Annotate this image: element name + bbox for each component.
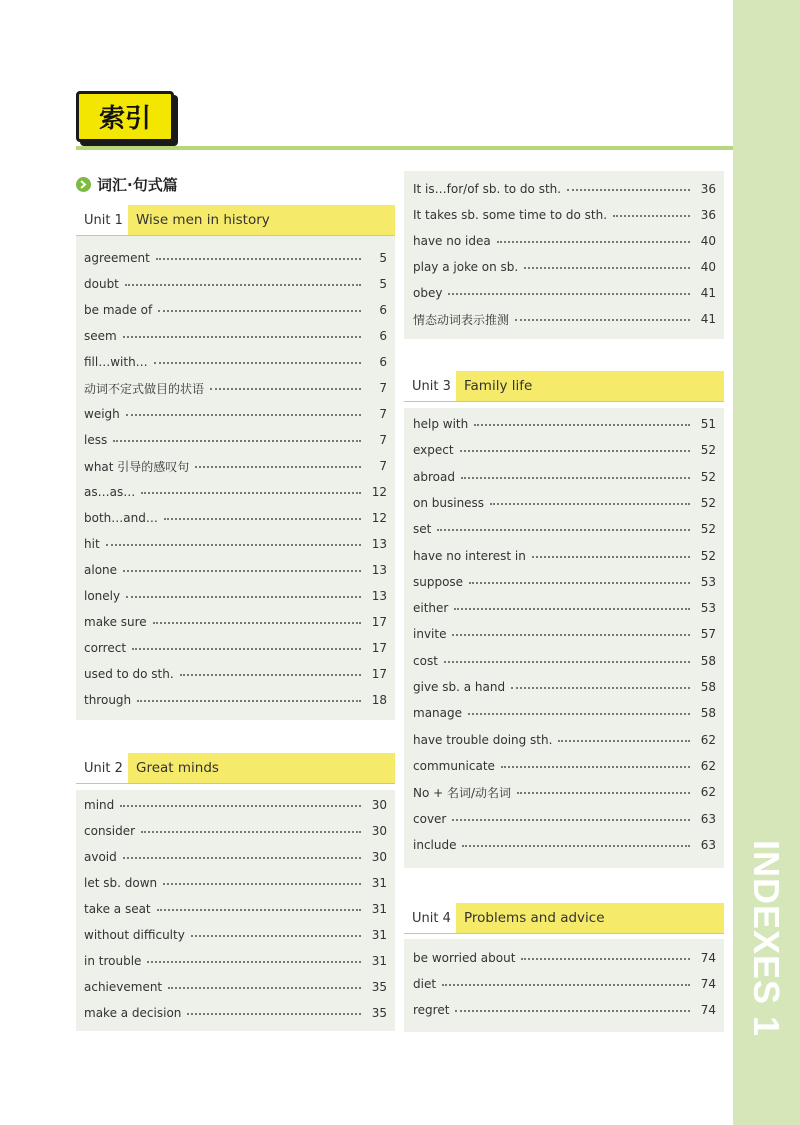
entry-term: cover: [413, 811, 447, 826]
entry-term: achievement: [84, 980, 163, 994]
entry-page-number: 63: [700, 837, 716, 852]
entry-term: invite: [413, 627, 447, 642]
entry-term: on business: [413, 495, 485, 510]
entry-page-number: 41: [700, 286, 716, 300]
unit-header-4: [404, 903, 724, 934]
entry-term: expect: [413, 443, 454, 458]
entry-page-number: 74: [700, 1003, 716, 1017]
entry-term: 动词不定式做目的状语: [84, 381, 205, 396]
entry-page-number: 58: [700, 706, 716, 721]
entry-page-number: 17: [371, 667, 387, 681]
index-entry: [84, 327, 387, 345]
index-entry: [413, 441, 716, 459]
entry-page-number: 40: [700, 234, 716, 248]
dot-leader: [452, 819, 690, 821]
index-entry: [84, 796, 387, 814]
dot-leader: [141, 831, 361, 833]
entry-page-number: 62: [700, 732, 716, 747]
dot-leader: [141, 492, 361, 494]
index-entry: [84, 587, 387, 605]
entry-term: obey: [413, 286, 443, 300]
dot-leader: [558, 740, 690, 742]
index-entry: [413, 731, 716, 749]
dot-leader: [521, 958, 690, 960]
entry-term: abroad: [413, 469, 455, 484]
dot-leader: [511, 687, 690, 689]
entry-page-number: 57: [700, 627, 716, 642]
dot-leader: [524, 267, 690, 269]
index-entry: [413, 678, 716, 696]
entry-page-number: 36: [700, 208, 716, 222]
entry-page-number: 13: [371, 589, 387, 603]
dot-leader: [490, 503, 690, 505]
entry-page-number: 74: [700, 977, 716, 991]
index-entry: [413, 757, 716, 775]
dot-leader: [137, 700, 361, 702]
entry-term: let sb. down: [84, 876, 158, 890]
dot-leader: [532, 556, 690, 558]
entry-term: help with: [413, 417, 469, 431]
entry-page-number: 35: [371, 980, 387, 994]
entry-page-number: 62: [700, 785, 716, 800]
dot-leader: [180, 674, 361, 676]
dot-leader: [195, 466, 361, 468]
index-entry: [413, 284, 716, 302]
entry-term: fill…with…: [84, 355, 148, 369]
dot-leader: [613, 215, 690, 217]
entry-page-number: 7: [379, 381, 387, 395]
index-entry: [413, 599, 716, 617]
entry-page-number: 6: [379, 355, 387, 369]
dot-leader: [474, 424, 690, 426]
entry-term: suppose: [413, 574, 464, 589]
dot-leader: [468, 713, 690, 715]
entry-term: less: [84, 433, 108, 447]
entry-page-number: 7: [379, 407, 387, 421]
unit-title: Problems and advice: [464, 910, 605, 926]
dot-leader: [442, 984, 690, 986]
dot-leader: [437, 529, 690, 531]
entry-page-number: 41: [700, 312, 716, 326]
entry-page-number: 52: [700, 548, 716, 563]
index-entry: [413, 783, 716, 801]
entry-term: be made of: [84, 303, 153, 317]
index-entry: [413, 547, 716, 565]
entry-page-number: 17: [371, 615, 387, 629]
index-entry: [413, 258, 716, 276]
entry-page-number: 5: [379, 277, 387, 291]
entry-term: manage: [413, 706, 463, 721]
unit-header-1: [76, 205, 395, 236]
entry-page-number: 52: [700, 469, 716, 484]
dot-leader: [123, 570, 361, 572]
entry-term: agreement: [84, 251, 150, 265]
entry-term: It is…for/of sb. to do sth.: [413, 182, 562, 196]
entry-page-number: 12: [371, 511, 387, 525]
unit-header-2: [76, 753, 395, 784]
entry-term: diet: [413, 977, 437, 991]
dot-leader: [455, 1010, 690, 1012]
dot-leader: [454, 608, 690, 610]
entry-term: cost: [413, 653, 438, 668]
entry-page-number: 36: [700, 182, 716, 196]
index-entry: [84, 926, 387, 944]
index-entry: [413, 232, 716, 250]
dot-leader: [123, 336, 361, 338]
unit-number: Unit 1: [76, 205, 128, 235]
entry-term: make sure: [84, 615, 147, 629]
dot-leader: [469, 582, 690, 584]
index-entry: [84, 483, 387, 501]
index-entry: [84, 457, 387, 475]
entry-term: regret: [413, 1003, 450, 1017]
entry-term: without difficulty: [84, 928, 185, 942]
entry-term: lonely: [84, 589, 121, 603]
index-entry: [413, 573, 716, 591]
index-entry: [413, 975, 716, 993]
entry-term: consider: [84, 824, 136, 838]
dot-leader: [501, 766, 690, 768]
dot-leader: [158, 310, 361, 312]
dot-leader: [123, 857, 361, 859]
dot-leader: [515, 319, 690, 321]
entry-page-number: 63: [700, 811, 716, 826]
unit-header-3: [404, 371, 724, 402]
entry-page-number: 52: [700, 522, 716, 537]
index-entry: [413, 468, 716, 486]
entry-term: set: [413, 522, 432, 537]
index-entry: [84, 822, 387, 840]
unit-title: Family life: [464, 378, 533, 394]
entry-page-number: 31: [371, 902, 387, 916]
dot-leader: [164, 518, 361, 520]
index-entry: [84, 535, 387, 553]
entry-term: include: [413, 837, 457, 852]
dot-leader: [210, 388, 361, 390]
entry-page-number: 52: [700, 495, 716, 510]
entry-term: through: [84, 693, 132, 707]
entry-term: communicate: [413, 758, 495, 773]
dot-leader: [191, 935, 361, 937]
entry-term: avoid: [84, 850, 117, 864]
entry-page-number: 52: [700, 443, 716, 458]
index-entry: [413, 652, 716, 670]
entry-page-number: 62: [700, 758, 716, 773]
entry-page-number: 53: [700, 574, 716, 589]
entry-term: alone: [84, 563, 118, 577]
index-entry: [84, 561, 387, 579]
entry-page-number: 31: [371, 876, 387, 890]
dot-leader: [168, 987, 361, 989]
entry-page-number: 13: [371, 537, 387, 551]
entry-page-number: 40: [700, 260, 716, 274]
index-entry: [413, 704, 716, 722]
entry-term: hit: [84, 537, 100, 551]
entry-page-number: 58: [700, 680, 716, 694]
index-entry: [84, 613, 387, 631]
chevron-right-icon: [76, 177, 91, 192]
dot-leader: [120, 805, 361, 807]
entry-page-number: 35: [371, 1006, 387, 1020]
dot-leader: [460, 450, 690, 452]
entry-term: both…and…: [84, 511, 158, 525]
entry-page-number: 13: [371, 563, 387, 577]
entry-page-number: 30: [371, 824, 387, 838]
entry-page-number: 5: [379, 251, 387, 265]
index-entry: [84, 978, 387, 996]
unit-title: Wise men in history: [136, 212, 270, 228]
entry-term: be worried about: [413, 951, 516, 965]
entry-page-number: 17: [371, 641, 387, 655]
index-entry: [84, 665, 387, 683]
entry-page-number: 30: [371, 850, 387, 864]
entry-term: take a seat: [84, 902, 151, 916]
entry-term: what 引导的感叹句: [84, 459, 190, 474]
index-entry: [413, 810, 716, 828]
dot-leader: [153, 622, 361, 624]
entry-page-number: 30: [371, 798, 387, 812]
entry-page-number: 7: [379, 459, 387, 473]
dot-leader: [106, 544, 361, 546]
index-entry: [84, 431, 387, 449]
index-entry: [84, 249, 387, 267]
sidebar-label: INDEXES 1: [746, 840, 787, 1038]
entry-term: 情态动词表示推测: [413, 312, 510, 327]
dot-leader: [154, 362, 361, 364]
entry-page-number: 31: [371, 928, 387, 942]
index-entry: [84, 1004, 387, 1022]
section-heading: [76, 174, 178, 195]
entry-term: have trouble doing sth.: [413, 732, 553, 747]
entry-term: weigh: [84, 407, 120, 421]
index-entry: [84, 639, 387, 657]
entry-page-number: 74: [700, 951, 716, 965]
entry-term: give sb. a hand: [413, 680, 506, 694]
dot-leader: [132, 648, 361, 650]
entry-term: either: [413, 601, 449, 616]
dot-leader: [156, 258, 361, 260]
entry-term: No + 名词/动名词: [413, 785, 512, 800]
entry-page-number: 58: [700, 653, 716, 668]
dot-leader: [567, 189, 690, 191]
dot-leader: [125, 284, 361, 286]
dot-leader: [147, 961, 361, 963]
index-entry: [413, 206, 716, 224]
dot-leader: [113, 440, 361, 442]
index-entry: [413, 520, 716, 538]
entry-term: as…as…: [84, 485, 136, 499]
index-entry: [84, 900, 387, 918]
index-entry: [84, 301, 387, 319]
index-entry: [413, 949, 716, 967]
entry-term: used to do sth.: [84, 667, 174, 681]
unit-number: Unit 3: [404, 371, 456, 401]
dot-leader: [444, 661, 690, 663]
entry-page-number: 31: [371, 954, 387, 968]
entry-term: in trouble: [84, 954, 142, 968]
entry-term: play a joke on sb.: [413, 260, 519, 274]
index-entry: [413, 625, 716, 643]
unit-number: Unit 4: [404, 903, 456, 933]
index-entry: [84, 848, 387, 866]
dot-leader: [157, 909, 361, 911]
unit-number: Unit 2: [76, 753, 128, 783]
index-entry: [84, 353, 387, 371]
dot-leader: [187, 1013, 361, 1015]
entry-term: It takes sb. some time to do sth.: [413, 208, 608, 222]
index-entry: [413, 836, 716, 854]
page-title: 索引: [76, 91, 174, 142]
entry-term: seem: [84, 329, 117, 343]
index-entry: [84, 405, 387, 423]
index-entry: [413, 494, 716, 512]
index-entry: [84, 691, 387, 709]
entry-page-number: 18: [371, 693, 387, 707]
entry-term: have no idea: [413, 234, 491, 248]
dot-leader: [126, 414, 361, 416]
index-entry: [413, 415, 716, 433]
dot-leader: [462, 845, 690, 847]
index-entry: [413, 310, 716, 328]
dot-leader: [452, 634, 690, 636]
dot-leader: [126, 596, 361, 598]
dot-leader: [517, 792, 690, 794]
title-divider: [76, 146, 733, 150]
index-entry: [84, 952, 387, 970]
entry-page-number: 12: [371, 485, 387, 499]
unit-title: Great minds: [136, 760, 219, 776]
entry-page-number: 6: [379, 303, 387, 317]
dot-leader: [163, 883, 361, 885]
entry-term: mind: [84, 798, 115, 812]
index-entry: [84, 379, 387, 397]
index-entry: [84, 874, 387, 892]
entry-term: have no interest in: [413, 548, 526, 563]
entry-page-number: 6: [379, 329, 387, 343]
index-entry: [84, 275, 387, 293]
dot-leader: [497, 241, 690, 243]
dot-leader: [448, 293, 690, 295]
index-entry: [84, 509, 387, 527]
entry-term: correct: [84, 641, 127, 655]
entry-term: make a decision: [84, 1006, 182, 1020]
index-entry: [413, 1001, 716, 1019]
entry-page-number: 7: [379, 433, 387, 447]
dot-leader: [461, 477, 690, 479]
entry-term: doubt: [84, 277, 119, 291]
index-entry: [413, 180, 716, 198]
entry-page-number: 53: [700, 601, 716, 616]
section-heading-label: 词汇·句式篇: [97, 176, 178, 194]
entry-page-number: 51: [700, 417, 716, 431]
